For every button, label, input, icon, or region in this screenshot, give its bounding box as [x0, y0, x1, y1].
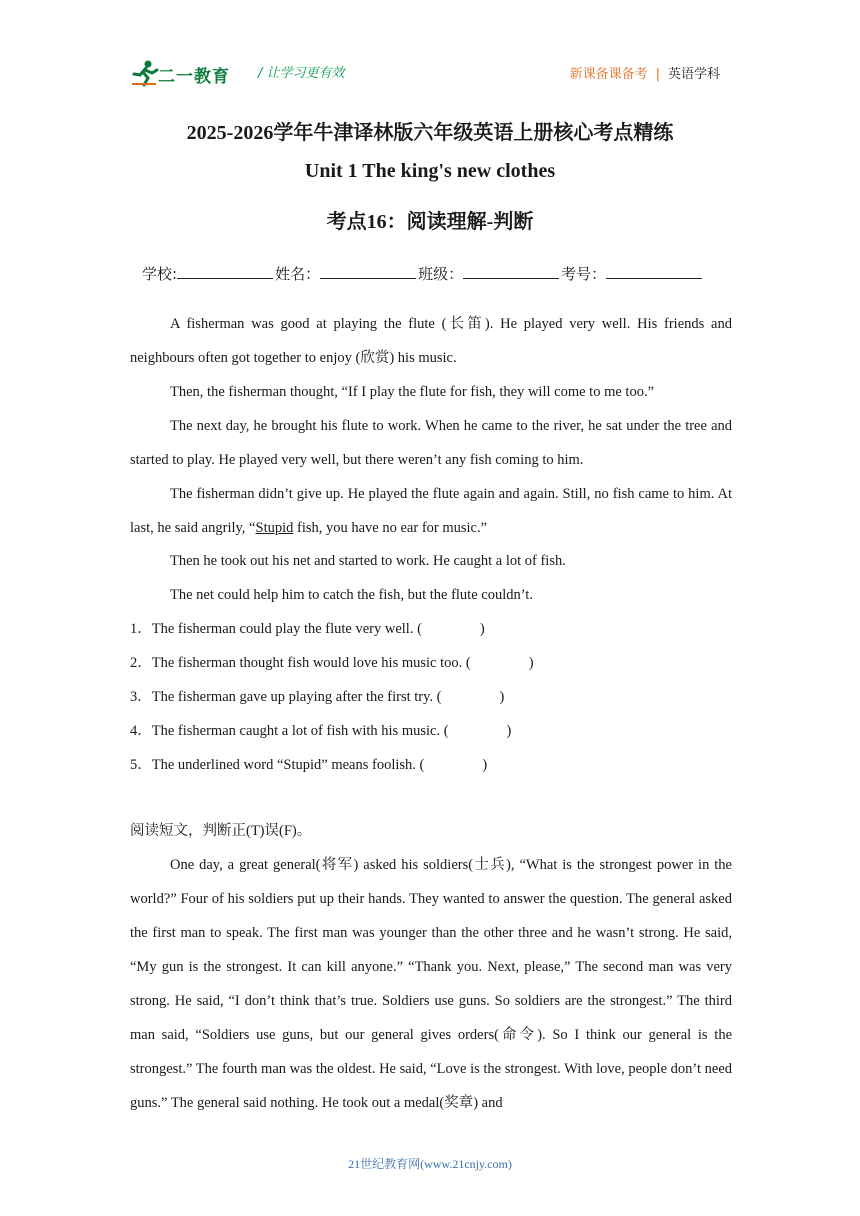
question-text: The fisherman gave up playing after the first try. ( [151, 689, 442, 705]
underlined-word: Stupid [255, 520, 294, 536]
question-close: ) [528, 655, 534, 671]
logo-text: 二一教育 [158, 67, 230, 87]
question-4 [130, 721, 511, 741]
page-footer: 21世纪教育网(www.21cnjy.com) [348, 1157, 512, 1171]
question-close: ) [479, 621, 485, 637]
passage1-paragraph-5: Then he took out his net and started to work. He caught a lot of fish. [170, 553, 566, 569]
exam-no-field[interactable] [606, 264, 702, 279]
school-label: 学校: [142, 265, 178, 283]
name-field[interactable] [320, 264, 416, 279]
question-text: The fisherman thought fish would love his music too. ( [151, 655, 471, 671]
question-close: ) [482, 757, 488, 773]
header-separator: | [655, 67, 660, 82]
header-tag-course: 新课备课备考 [569, 67, 648, 82]
question-number: 2． [130, 655, 152, 671]
question-close: ) [506, 723, 512, 739]
passage1-paragraph-3: The next day, he brought his flute to work. When he came to the river, he sat under the tree and started to play. He played very well, but there weren’t any fish coming to him. [130, 418, 732, 468]
question-3 [130, 687, 504, 707]
doc-title: 2025-2026学年牛津译林版六年级英语上册核心考点精练 [186, 122, 674, 144]
p4-text-b: fish, you have no ear for music.” [293, 520, 488, 536]
question-2 [130, 653, 534, 673]
passage1-paragraph-2: Then, the fisherman thought, “If I play the flute for fish, they will come to me too.” [170, 384, 655, 400]
question-5 [130, 755, 487, 775]
question-1 [130, 619, 485, 639]
header-tag-subject: 英语学科 [667, 67, 720, 82]
class-field[interactable] [463, 264, 559, 279]
brand-logo [130, 58, 250, 88]
runner-icon [130, 58, 160, 88]
question-text: The fisherman could play the flute very well. ( [151, 621, 422, 637]
student-info [142, 263, 704, 284]
name-label: 姓名： [275, 265, 321, 283]
question-text: The fisherman caught a lot of fish with his music. ( [151, 723, 449, 739]
school-field[interactable] [177, 264, 273, 279]
question-number: 1． [130, 621, 152, 637]
passage2: One day, a great general(将军) asked his soldiers(士兵), “What is the strongest power in the world?” Four of his soldiers put up their hands. They wanted to answer the question. The general asked the first man to speak. The first man was younger than the other three and he wasn’t strong. He said, “My gun is the strongest. It can kill anyone.” “Thank you. Next, please,” The second man was very strong. He said, “I don’t think that’s true. Soldiers use guns. So soldiers are the strongest.” The third man said, “Soldiers use guns, but our general gives orders(命令). So I think our general is the strongest.” The fourth man was the oldest. He said, “Love is the strongest. With love, people don’t need guns.” The general said nothing. He took out a medal(奖章) and [130, 857, 732, 1111]
p4-text-a: The fisherman didn’t give up. He played the flute again and again. Still, no fish came to him. At last, he said angrily, “ [130, 486, 732, 536]
question-number: 4． [130, 723, 152, 739]
slogan: / 让学习更有效 [258, 66, 345, 81]
topic-title: 考点16：阅读理解-判断 [326, 211, 534, 233]
question-number: 3． [130, 689, 152, 705]
exam-no-label: 考号： [561, 265, 607, 283]
unit-title: Unit 1 The king's new clothes [304, 160, 556, 182]
question-text: The underlined word “Stupid” means foolish. ( [151, 757, 425, 773]
question-number: 5． [130, 757, 152, 773]
page-header [130, 52, 730, 92]
passage1-paragraph-1: A fisherman was good at playing the flute (长笛). He played very well. His friends and neighbours often got together to enjoy (欣赏) his music. [130, 316, 732, 366]
question-close: ) [499, 689, 505, 705]
passage1-paragraph-6: The net could help him to catch the fish, but the flute couldn’t. [170, 587, 533, 603]
passage1-paragraph-4 [130, 477, 732, 545]
instruction: 阅读短文，判断正(T)误(F)。 [130, 823, 312, 839]
header-right [570, 63, 720, 82]
class-label: 班级： [418, 265, 464, 283]
